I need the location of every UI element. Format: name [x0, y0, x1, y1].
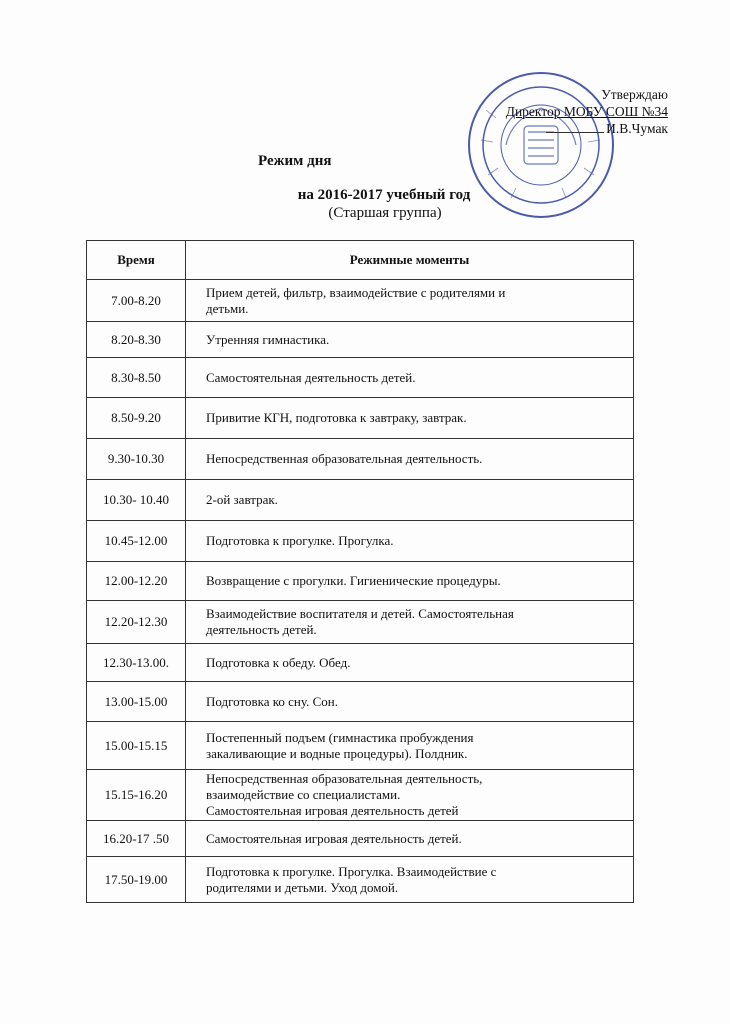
row-time: 9.30-10.30: [87, 439, 186, 480]
activity-line: Утренняя гимнастика.: [206, 331, 330, 347]
activity-line: 2-ой завтрак.: [206, 492, 278, 507]
activity-line: Постепенный подъем (гимнастика пробуждения: [206, 729, 474, 745]
row-activity: [186, 280, 634, 322]
approval-line-2: Директор МОБУ СОШ №34: [505, 104, 668, 119]
table-row: [87, 280, 634, 322]
activity-line: Подготовка ко сну. Сон.: [206, 693, 338, 709]
row-activity: [186, 821, 634, 857]
subtitle-year: на 2016-2017 учебный год: [297, 187, 471, 203]
table-row: [87, 358, 634, 398]
row-time: 12.20-12.30: [87, 601, 186, 644]
table-header-row: [87, 241, 634, 280]
activity-line: Самостоятельная деятельность детей.: [206, 369, 416, 385]
activity-line: Самостоятельная игровая деятельность детей: [206, 803, 459, 818]
activity-line: Самостоятельная игровая деятельность детей.: [206, 830, 462, 846]
row-time: 12.30-13.00.: [87, 644, 186, 682]
row-time: 10.45-12.00: [87, 521, 186, 562]
table-row: [87, 722, 634, 770]
signature-line: [546, 132, 604, 133]
table-row: [87, 682, 634, 722]
activity-line: Привитие КГН, подготовка к завтраку, завтрак.: [206, 410, 467, 425]
activity-line: Возвращение с прогулки. Гигиенические процедуры.: [206, 573, 501, 588]
row-time: 15.15-16.20: [87, 770, 186, 821]
row-activity: [186, 722, 634, 770]
schedule-table: [86, 240, 634, 903]
row-activity: [186, 770, 634, 821]
table-row: [87, 601, 634, 644]
approval-line-3: И.В.Чумак: [606, 121, 668, 136]
row-time: 8.50-9.20: [87, 398, 186, 439]
document-subtitle: [0, 186, 730, 222]
row-activity: [186, 644, 634, 682]
activity-line: деятельность детей.: [206, 622, 317, 637]
row-time: 15.00-15.15: [87, 722, 186, 770]
document-title: Режим дня: [258, 153, 332, 169]
row-time: 12.00-12.20: [87, 562, 186, 601]
header-time: Время: [87, 241, 186, 280]
row-time: 16.20-17 .50: [87, 821, 186, 857]
table-row: [87, 398, 634, 439]
table-row: [87, 644, 634, 682]
row-activity: [186, 480, 634, 521]
activity-line: Прием детей, фильтр, взаимодействие с родителями и: [206, 284, 506, 300]
row-activity: [186, 358, 634, 398]
row-activity: [186, 562, 634, 601]
activity-line: Подготовка к обеду. Обед.: [206, 654, 351, 670]
row-activity: [186, 682, 634, 722]
row-activity: [186, 521, 634, 562]
table-row: [87, 770, 634, 821]
activity-line: детьми.: [206, 300, 249, 316]
row-time: 7.00-8.20: [87, 280, 186, 322]
activity-line: Подготовка к прогулке. Прогулка.: [206, 533, 394, 548]
activity-line: взаимодействие со специалистами.: [206, 787, 401, 802]
row-time: 10.30- 10.40: [87, 480, 186, 521]
subtitle-group: (Старшая группа): [328, 205, 442, 221]
activity-line: закаливающие и водные процедуры). Полдник.: [206, 745, 468, 761]
row-time: 8.20-8.30: [87, 322, 186, 358]
row-time: 13.00-15.00: [87, 682, 186, 722]
table-row: [87, 480, 634, 521]
row-activity: [186, 322, 634, 358]
row-time: 17.50-19.00: [87, 857, 186, 903]
activity-line: Непосредственная образовательная деятельность,: [206, 771, 483, 786]
header-activities: Режимные моменты: [186, 241, 634, 280]
table-row: [87, 322, 634, 358]
table-row: [87, 439, 634, 480]
row-activity: [186, 601, 634, 644]
table-row: [87, 821, 634, 857]
row-time: 8.30-8.50: [87, 358, 186, 398]
approval-signature-row: [506, 120, 668, 137]
table-row: [87, 562, 634, 601]
row-activity: [186, 857, 634, 903]
approval-line-1: Утверждаю: [601, 87, 668, 102]
activity-line: Непосредственная образовательная деятельность.: [206, 451, 483, 466]
activity-line: Взаимодействие воспитателя и детей. Самостоятельная: [206, 606, 514, 621]
activity-line: родителями и детьми. Уход домой.: [206, 879, 399, 895]
row-activity: [186, 398, 634, 439]
table-row: [87, 521, 634, 562]
row-activity: [186, 439, 634, 480]
activity-line: Подготовка к прогулке. Прогулка. Взаимодействие с: [206, 863, 497, 879]
approval-block: [506, 86, 668, 137]
table-row: [87, 857, 634, 903]
